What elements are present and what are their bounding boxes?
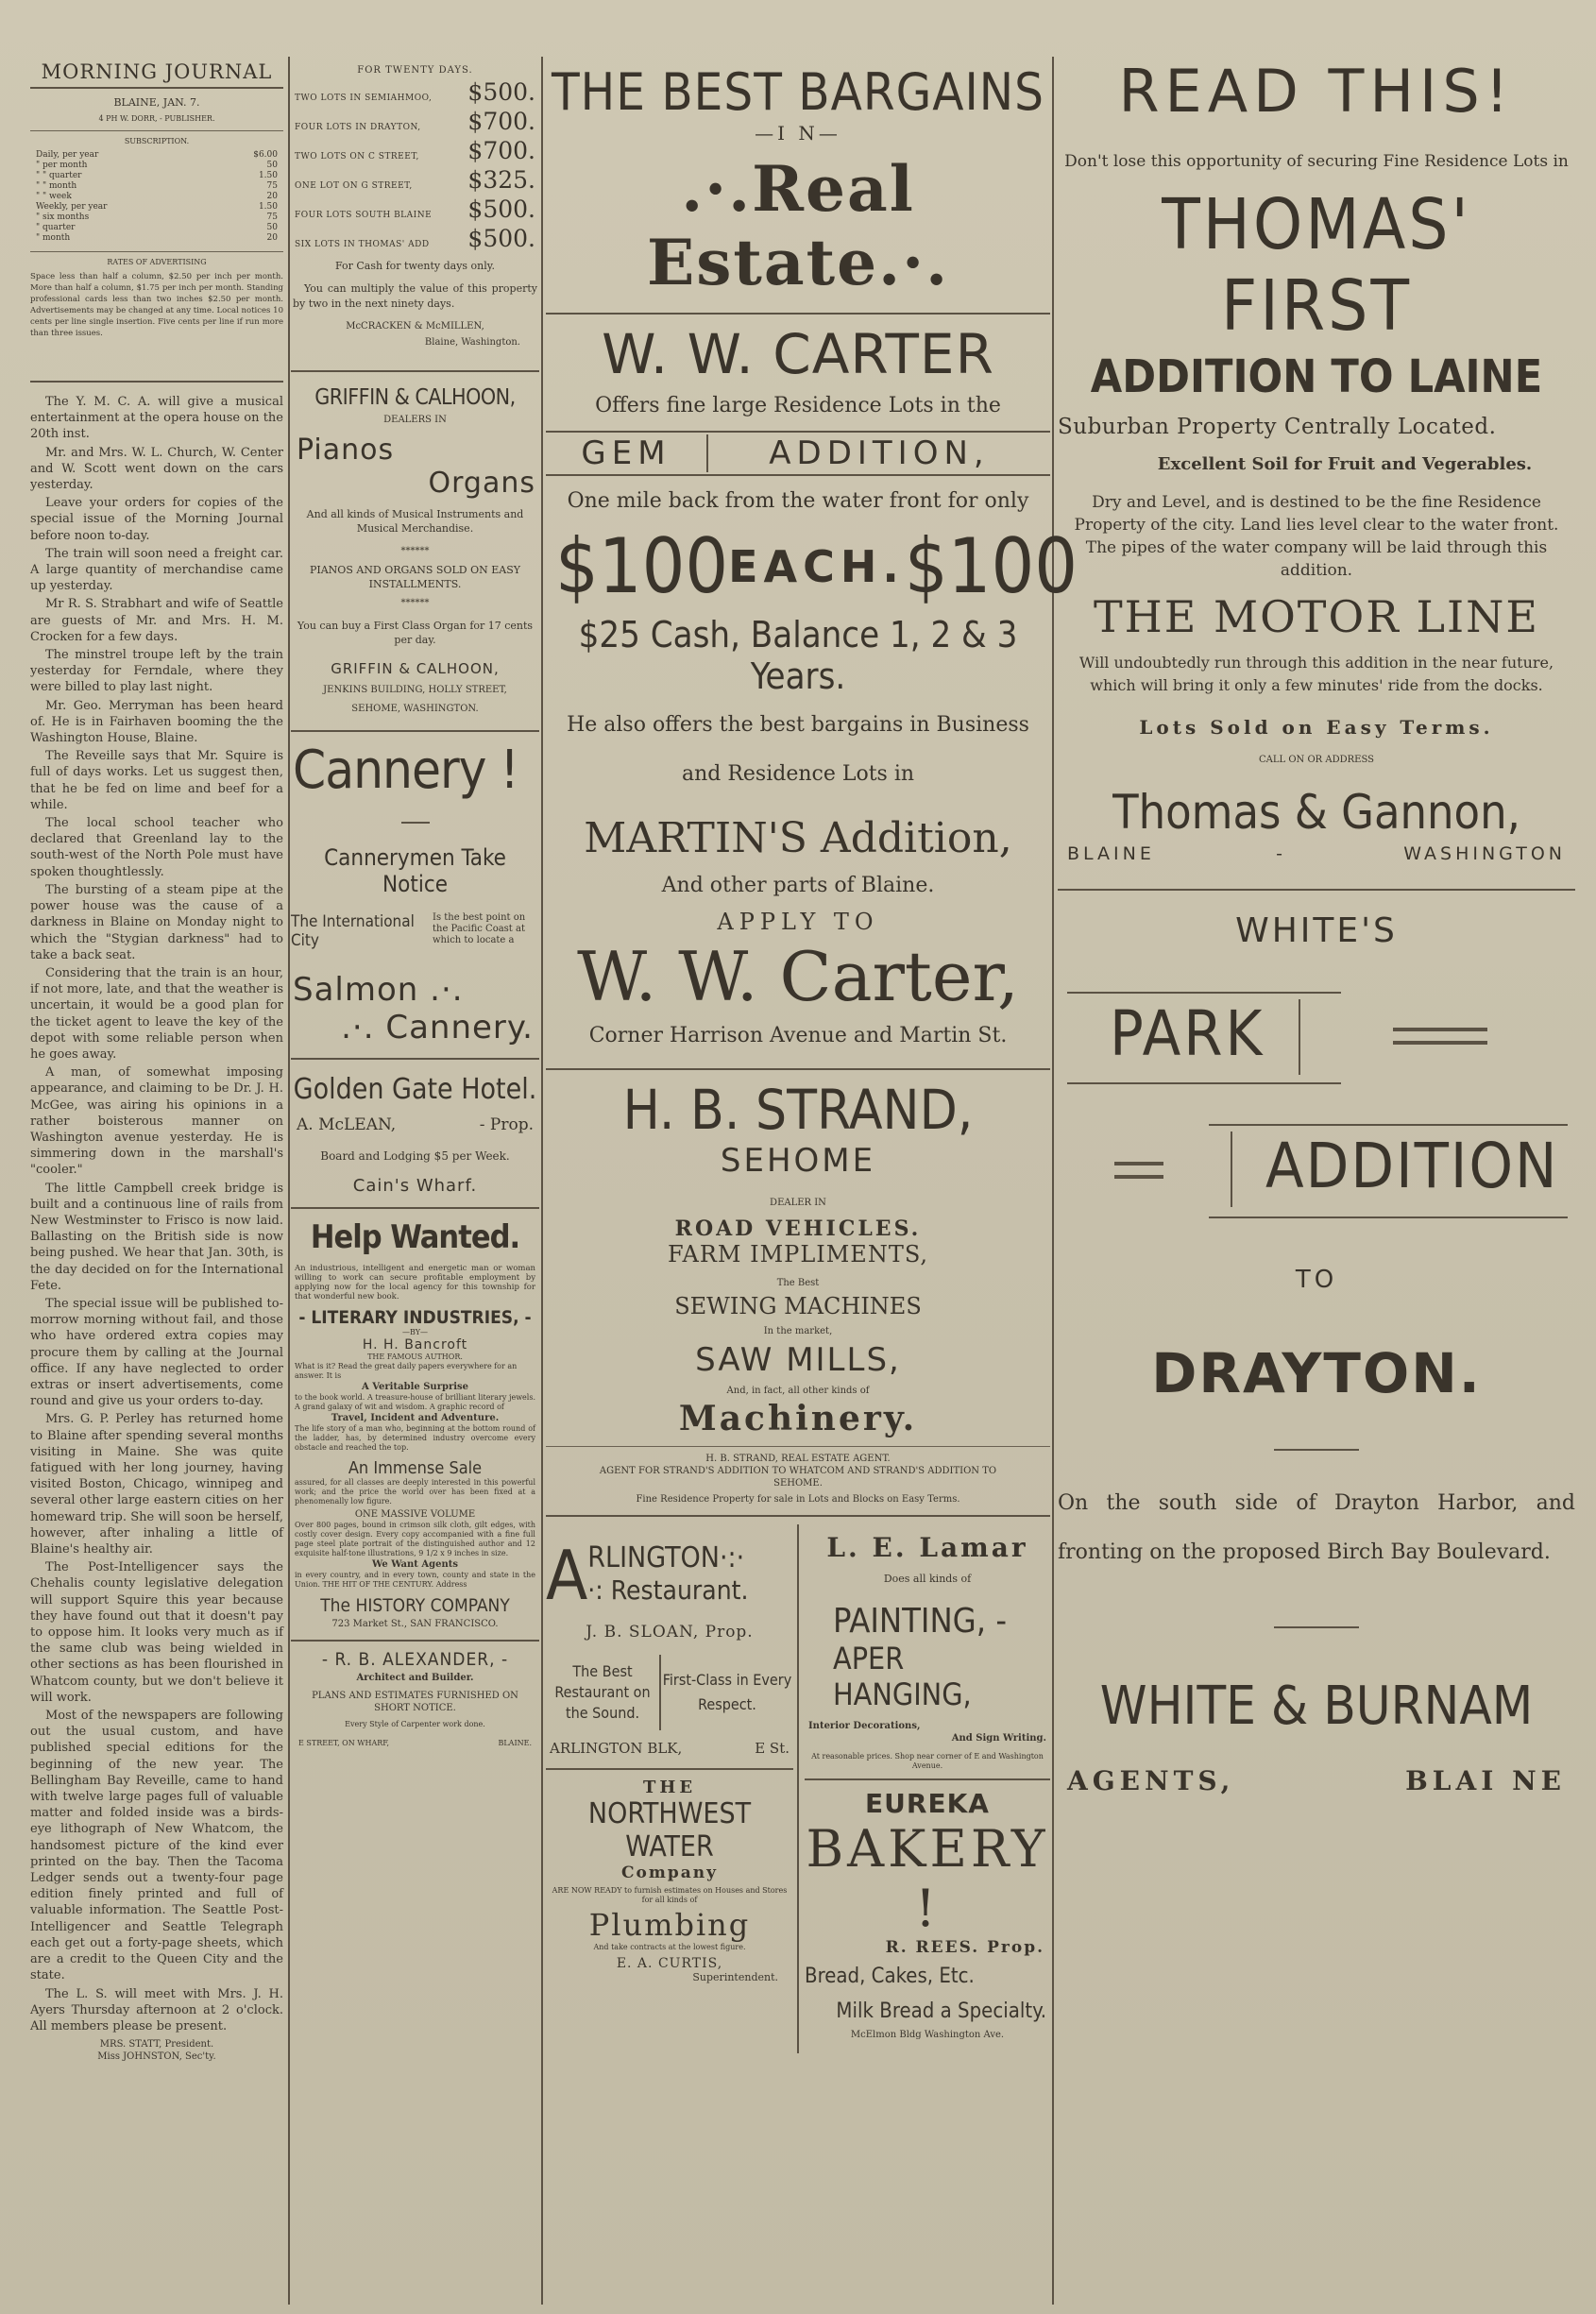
lamar-sign: And Sign Writing. bbox=[951, 1733, 1046, 1744]
news-item: The train will soon need a freight car. A large quantity of merchandise came up yesterday. bbox=[30, 546, 283, 594]
lot-row bbox=[295, 196, 535, 223]
stars: ****** bbox=[400, 546, 430, 556]
column-rule bbox=[1052, 57, 1054, 2305]
strand-town: SEHOME bbox=[720, 1142, 876, 1180]
eureka: EUREKA bbox=[865, 1788, 990, 1819]
news-item: Mr. and Mrs. W. L. Church, W. Center and W. Scott went down on the cars yesterday. bbox=[30, 445, 283, 493]
park-bar bbox=[1299, 999, 1300, 1075]
organ-offer: You can buy a First Class Organ for 17 cents per day. bbox=[297, 620, 534, 646]
whites-agents: AGENTS, bbox=[1067, 1765, 1235, 1796]
cash-offer: For Cash for twenty days only. bbox=[334, 260, 496, 272]
rate-label: Daily, per year bbox=[36, 150, 99, 160]
each: EACH. bbox=[728, 540, 905, 592]
column-three bbox=[546, 57, 1078, 2053]
rate-value: $6.00 bbox=[253, 150, 278, 160]
news-item: The special issue will be published to-morrow morning without fail, and those who have ordered extra copies may procure them by calling at the Journal office. If any have neglected to order extras or insert advertisements, come round and give us your orders to-day. bbox=[30, 1296, 283, 1409]
surprise-text: to the book world. A treasure-house of brilliant literary jewels. A grand galaxy of wit and wisdom. A graphic record of bbox=[295, 1393, 535, 1411]
pianos: Pianos bbox=[297, 434, 395, 467]
lamar-prices: At reasonable prices. Shop near corner of E and Washington Avenue. bbox=[811, 1752, 1044, 1770]
rate-row bbox=[36, 181, 278, 192]
south-side: On the south side of Drayton Harbor, and fronting on the proposed Birch Bay Boulevard. bbox=[1058, 1491, 1575, 1564]
thomas-town: BLAINE bbox=[1067, 843, 1155, 864]
soil: Excellent Soil for Fruit and Vegerables. bbox=[1157, 454, 1533, 474]
news-item: Mr R. S. Strabhart and wife of Seattle are guests of Mr. and Mrs. H. M. Crocken for a few days. bbox=[30, 597, 283, 644]
call-on: CALL ON OR ADDRESS bbox=[1259, 755, 1374, 765]
lot-row bbox=[295, 166, 535, 194]
masthead-title: MORNING JOURNAL bbox=[41, 60, 273, 83]
cannerymen-notice: Cannerymen Take Notice bbox=[324, 844, 506, 897]
rate-value: 75 bbox=[266, 213, 278, 222]
lot-price: $700. bbox=[467, 137, 535, 164]
road-vehicles: ROAD VEHICLES. bbox=[674, 1217, 922, 1241]
advertising-header: RATES OF ADVERTISING bbox=[107, 258, 207, 266]
rate-row bbox=[36, 213, 278, 223]
rate-label: Weekly, per year bbox=[36, 202, 108, 212]
northwest-water: NORTHWEST WATER bbox=[587, 1797, 752, 1863]
sewing-machines: SEWING MACHINES bbox=[674, 1293, 922, 1319]
griffin-dealers: DEALERS IN bbox=[383, 415, 447, 425]
architect-builder: Architect and Builder. bbox=[356, 1673, 474, 1683]
strand-fine: Fine Residence Property for sale in Lots and Blocks on Easy Terms. bbox=[636, 1494, 960, 1505]
rate-row bbox=[36, 233, 278, 244]
lamar-interior: Interior Decorations, bbox=[808, 1721, 921, 1731]
rate-value: 75 bbox=[266, 181, 278, 191]
short-rule-3 bbox=[1274, 1626, 1359, 1628]
easy-terms: Lots Sold on Easy Terms. bbox=[1139, 716, 1494, 739]
by-line: —BY— bbox=[401, 1328, 429, 1336]
best-bargains: THE BEST BARGAINS bbox=[552, 62, 1044, 122]
addition-word: ADDITION bbox=[1265, 1130, 1559, 1202]
news-item: Most of the newspapers are following out the usual custom, and have published special editions for the beginning of the new year. The Bellingham Bay Reveille, came to hand with twelve large pages full of valuable matter and folded inside was a birds-eye lithograph of New Whatcom, the handsomest picture of the kind ever printed on the bay. Then the Tacoma Ledger sends out a twenty-four page edition finely printed and full of valuable information. The Seattle Post-Intelligencer and Seattle Telegraph each get out a forty-page sheets, which are a credit to the Queen City and the state. bbox=[30, 1709, 283, 1983]
famous-author: THE FAMOUS AUTHOR. bbox=[367, 1353, 463, 1361]
payment-terms: $25 Cash, Balance 1, 2 & 3 Years. bbox=[578, 614, 1018, 697]
other-parts: And other parts of Blaine. bbox=[661, 874, 935, 897]
news-item: Mr. Geo. Merryman has been heard of. He is in Fairhaven booming the the Washington House, Blaine. bbox=[30, 698, 283, 746]
news-item: The bursting of a steam pipe at the power house was the cause of a darkness in Blaine on Monday night to which the "Stygian darkness" had to take a back seat. bbox=[30, 882, 283, 962]
in-fact: And, in fact, all other kinds of bbox=[726, 1386, 870, 1396]
water-company: Company bbox=[621, 1863, 718, 1882]
gem: GEM bbox=[581, 434, 671, 472]
veritable-surprise: A Veritable Surprise bbox=[361, 1382, 469, 1392]
lot-price: $500. bbox=[467, 225, 535, 252]
park: PARK bbox=[1110, 997, 1265, 1070]
arlington-blk: ARLINGTON BLK, bbox=[550, 1740, 683, 1757]
sale-text: assured, for all classes are deeply interested in this powerful work; and the price the world over has been fixed at a phenomenally low figure. bbox=[295, 1478, 535, 1506]
strand-name: H. B. STRAND, bbox=[622, 1078, 974, 1142]
news-item: The Post-Intelligencer says the Chehalis county legislative delegation will support Squire this year because they have found out that it doesn't pay to oppose him. It looks very much as if the same club was being wielded in other sections as has been flourished in Whatcom county, but we don't believe it will work. bbox=[30, 1560, 283, 1705]
company-address: 723 Market St., SAN FRANCISCO. bbox=[331, 1619, 499, 1629]
water-contract: And take contracts at the lowest figure. bbox=[593, 1943, 746, 1951]
news-item: Considering that the train is an hour, if not more, late, and that the weather is uncertain, it would be a good plan for the ticket agent to leave the key of the depot with some reliable person when he goes away. bbox=[30, 965, 283, 1062]
what-is-it: What is it? Read the great daily papers everywhere for an answer. It is bbox=[295, 1362, 518, 1380]
arlington-title: RLINGTON·:· bbox=[587, 1541, 745, 1574]
rate-label: " " week bbox=[36, 192, 72, 201]
arlington-best: The Best Restaurant on the Sound. bbox=[554, 1662, 651, 1722]
arlington-owner: J. B. SLOAN, Prop. bbox=[586, 1623, 754, 1642]
rate-value: 20 bbox=[266, 233, 278, 243]
read-this: READ THIS! bbox=[1118, 57, 1515, 126]
golden-gate-title: Golden Gate Hotel. bbox=[293, 1073, 537, 1106]
installments: PIANOS AND ORGANS SOLD ON EASY INSTALLMENTS. bbox=[309, 564, 521, 590]
to: TO bbox=[1295, 1266, 1338, 1294]
water-ready: ARE NOW READY to furnish estimates on Houses and Stores for all kinds of bbox=[552, 1886, 788, 1904]
whites-town: BLAI NE bbox=[1405, 1765, 1566, 1796]
column-rule bbox=[541, 57, 543, 2305]
equals-left bbox=[1114, 1162, 1163, 1179]
griffin-sign: GRIFFIN & CALHOON, bbox=[331, 660, 500, 677]
eureka-addr: McElmon Bldg Washington Ave. bbox=[850, 2030, 1005, 2040]
water-role: Superintendent. bbox=[692, 1971, 778, 1983]
instruments: And all kinds of Musical Instruments and Musical Merchandise. bbox=[306, 508, 524, 535]
lot-price: $500. bbox=[467, 78, 535, 106]
rate-row bbox=[36, 161, 278, 171]
machinery: Machinery. bbox=[678, 1399, 918, 1438]
farm-impliments: FARM IMPLIMENTS, bbox=[667, 1241, 929, 1268]
griffin-address: JENKINS BUILDING, HOLLY STREET, SEHOME, WASHINGTON. bbox=[323, 685, 507, 714]
rate-row bbox=[36, 171, 278, 181]
rate-value: 50 bbox=[266, 223, 278, 232]
lot-price: $325. bbox=[467, 166, 535, 194]
the-best: The Best bbox=[776, 1278, 820, 1288]
news-item: The local school teacher who declared that Greenland lay to the south-west of the North Pole must have spoken thoughtlessly. bbox=[30, 816, 283, 879]
organs: Organs bbox=[428, 467, 535, 500]
news-item: Mrs. G. P. Perley has returned home to Blaine after spending several months visiting in Maine. She was quite fatigued with her long journey, having visited Boston, Chicago, winnipeg and several other large eastern cities on her homeward trip. She will soon be herself, however, after inhaling a little of Blaine's healthy air. bbox=[30, 1412, 283, 1557]
international-city-text: Is the best point on the Pacific Coast at which to locate a bbox=[433, 912, 526, 945]
rate-value: 50 bbox=[266, 161, 278, 170]
want-agents: We Want Agents bbox=[371, 1559, 459, 1570]
column-local-news bbox=[30, 57, 283, 2063]
alexander-street: E STREET, ON WHARF, bbox=[298, 1739, 390, 1747]
motor-will: Will undoubtedly run through this addition in the near future, which will bring it only a few minutes' ride from the docks. bbox=[1078, 654, 1554, 694]
literary-industries: - LITERARY INDUSTRIES, - bbox=[298, 1307, 532, 1328]
rate-row bbox=[36, 150, 278, 161]
lots-price-list bbox=[291, 78, 539, 252]
thomas-dash: - bbox=[1276, 843, 1282, 864]
short-rule-2 bbox=[1274, 1449, 1359, 1451]
water-the: THE bbox=[642, 1778, 697, 1797]
news-signature-secretary: Miss JOHNSTON, Sec'ty. bbox=[97, 2051, 216, 2063]
lot-description: FOUR LOTS SOUTH BLAINE bbox=[295, 211, 433, 220]
salmon: Salmon .·. bbox=[293, 971, 464, 1009]
news-item: Leave your orders for copies of the special issue of the Morning Journal before noon to-day. bbox=[30, 496, 283, 543]
advertising-rates: Space less than half a column, $2.50 per inch per month. More than half a column, $1.75 per inch per month. Standing professional cards less than two inches $2.50 per month. Advertisements may be changed at any time. Local notices 10 cents per line single insertion. Five cents per line if run more than three issues. bbox=[30, 272, 283, 338]
news-item: The little Campbell creek bridge is built and a continuous line of rails from New Westminster to Frisco is now laid. Ballasting on the British side is now being pushed. We hear that Jan. 30th, is the day decided on for the International Fete. bbox=[30, 1181, 283, 1293]
in-line: —I N— bbox=[755, 122, 841, 145]
board-lodging: Board and Lodging $5 per Week. bbox=[320, 1149, 510, 1163]
lot-description: FOUR LOTS IN DRAYTON, bbox=[295, 123, 421, 132]
saw-mills: SAW MILLS, bbox=[695, 1341, 901, 1379]
thomas-addition: ADDITION TO LAINE bbox=[1090, 350, 1543, 403]
alexander-title: - R. B. ALEXANDER, - bbox=[321, 1649, 509, 1670]
lot-row bbox=[295, 225, 535, 252]
equals-right bbox=[1393, 1028, 1487, 1045]
cannery-title: Cannery ! bbox=[293, 740, 518, 801]
short-rule bbox=[401, 822, 430, 824]
carter-offers: Offers fine large Residence Lots in the bbox=[595, 394, 1001, 417]
mccracken-place: Blaine, Washington. bbox=[424, 337, 520, 348]
rate-label: " per month bbox=[36, 161, 88, 170]
water-sign: E. A. CURTIS, bbox=[616, 1956, 723, 1971]
lamar-paper: APER HANGING, bbox=[833, 1641, 972, 1712]
column-two bbox=[291, 57, 539, 1748]
whites: WHITE'S bbox=[1235, 911, 1398, 950]
price-left: $100 bbox=[555, 522, 729, 610]
history-company: The HISTORY COMPANY bbox=[320, 1595, 510, 1616]
subscription-header: SUBSCRIPTION. bbox=[124, 137, 190, 145]
lot-row bbox=[295, 78, 535, 106]
business-lots: He also offers the best bargains in Business and Residence Lots in bbox=[567, 713, 1029, 786]
lot-price: $700. bbox=[467, 108, 535, 135]
strand-dealer: DEALER IN bbox=[770, 1198, 826, 1208]
carpenter-work: Every Style of Carpenter work done. bbox=[345, 1720, 485, 1728]
eureka-bread: Bread, Cakes, Etc. bbox=[805, 1965, 975, 1988]
cains-wharf: Cain's Wharf. bbox=[352, 1176, 478, 1196]
dont-lose: Don't lose this opportunity of securing Fine Residence Lots in bbox=[1064, 152, 1569, 171]
international-city: The International City bbox=[291, 912, 415, 950]
suburban: Suburban Property Centrally Located. bbox=[1058, 415, 1497, 439]
strand-agent-for: AGENT FOR STRAND'S ADDITION TO WHATCOM AND STRAND'S ADDITION TO SEHOME. bbox=[599, 1466, 997, 1489]
gem-addition: ADDITION, bbox=[769, 434, 990, 472]
travel: Travel, Incident and Adventure. bbox=[331, 1413, 500, 1423]
plumbing: Plumbing bbox=[588, 1907, 751, 1943]
lot-price: $500. bbox=[467, 196, 535, 223]
rate-row bbox=[36, 202, 278, 213]
eureka-milk: Milk Bread a Specialty. bbox=[836, 1999, 1046, 2023]
rate-row bbox=[36, 223, 278, 233]
arlington-first: First-Class in Every Respect. bbox=[662, 1671, 792, 1713]
addition-bar bbox=[1231, 1131, 1232, 1207]
column-rule bbox=[288, 57, 290, 2305]
news-item: The Reveille says that Mr. Squire is full of days works. Let us suggest then, that he be fed on lime and beef for a while. bbox=[30, 749, 283, 812]
white-burnam: WHITE & BURNAM bbox=[1099, 1676, 1534, 1737]
dateline: BLAINE, JAN. 7. bbox=[113, 96, 200, 109]
strand-agent: H. B. STRAND, REAL ESTATE AGENT. bbox=[705, 1454, 891, 1464]
rate-label: " month bbox=[36, 233, 71, 243]
bakery: BAKERY ! bbox=[806, 1819, 1049, 1938]
subscription-rates bbox=[30, 150, 283, 244]
eureka-owner: R. REES. Prop. bbox=[885, 1938, 1044, 1957]
stars-2: ****** bbox=[400, 598, 430, 608]
news-item: The Y. M. C. A. will give a musical entertainment at the opera house on the 20th inst. bbox=[30, 395, 283, 442]
rate-label: " " month bbox=[36, 181, 77, 191]
rate-value: 1.50 bbox=[258, 171, 278, 180]
rate-row bbox=[36, 192, 278, 202]
carter-name-2: W. W. Carter, bbox=[577, 937, 1019, 1016]
alexander-town: BLAINE. bbox=[498, 1739, 532, 1747]
lamar-name: L. E. Lamar bbox=[826, 1532, 1028, 1563]
griffin-title: GRIFFIN & CALHOON, bbox=[314, 385, 516, 410]
massive-volume: ONE MASSIVE VOLUME bbox=[354, 1509, 476, 1520]
rate-label: " six months bbox=[36, 213, 90, 222]
martins-addition: MARTIN'S Addition, bbox=[584, 814, 1012, 862]
rate-value: 20 bbox=[266, 192, 278, 201]
local-news bbox=[30, 394, 283, 2034]
bancroft: H. H. Bancroft bbox=[362, 1337, 468, 1353]
lot-row bbox=[295, 137, 535, 164]
volume-text: Over 800 pages, bound in crimson silk cloth, gilt edges, with costly cover design. Every copy accompanied with a fine full page steel plate portrait of the distinguished author and 12 exquisite half-tone illustrations, 9 1/2 x 9 inches in size. bbox=[295, 1521, 535, 1557]
apply-to: APPLY TO bbox=[717, 909, 879, 935]
thomas-gannon: Thomas & Gannon, bbox=[1112, 785, 1520, 840]
life-story: The life story of a man who, beginning at the bottom round of the ladder, has, by determined industry overcome every obstacle and reached the top. bbox=[295, 1424, 535, 1452]
rate-value: 1.50 bbox=[258, 202, 278, 212]
motor-line: THE MOTOR LINE bbox=[1093, 591, 1539, 642]
lamar-painting: PAINTING, - bbox=[833, 1602, 1008, 1641]
golden-gate-prop: - Prop. bbox=[479, 1115, 534, 1134]
arlington-restaurant: ·: Restaurant. bbox=[587, 1574, 749, 1606]
mile-back: One mile back from the water front for only bbox=[567, 489, 1029, 513]
in-market: In the market, bbox=[763, 1326, 833, 1336]
lot-description: SIX LOTS IN THOMAS' ADD bbox=[295, 240, 430, 249]
thomas-first: THOMAS' FIRST bbox=[1162, 184, 1471, 347]
lot-row bbox=[295, 108, 535, 135]
immense-sale: An Immense Sale bbox=[348, 1458, 483, 1478]
rate-label: " " quarter bbox=[36, 171, 82, 180]
help-wanted-intro: An industrious, intelligent and energetic man or woman willing to work can secure profitable employment by applying now for the local agency for this township for that wonderful new book. bbox=[295, 1264, 535, 1302]
publisher: 4 PH W. DORR, - PUBLISHER. bbox=[98, 114, 215, 123]
multiply-offer: You can multiply the value of this property by two in the next ninety days. bbox=[293, 282, 537, 310]
news-signature-president: MRS. STATT, President. bbox=[99, 2039, 214, 2050]
help-wanted-title: Help Wanted. bbox=[310, 1218, 520, 1256]
news-item: The minstrel troupe left by the train yesterday for Ferndale, where they were billed to play last night. bbox=[30, 648, 283, 695]
carter-corner: Corner Harrison Avenue and Martin St. bbox=[588, 1024, 1008, 1047]
dry-level: Dry and Level, and is destined to be the fine Residence Property of the city. Land lies level clear to the water front. The pipes of the water company will be laid through this addition. bbox=[1074, 493, 1559, 580]
agents-text: in every country, and in every town, county and state in the Union. THE HIT OF THE CENTURY. Address bbox=[295, 1571, 535, 1589]
mccracken-sign: McCRACKEN & McMILLEN, bbox=[346, 321, 484, 332]
lot-description: TWO LOTS IN SEMIAHMOO, bbox=[295, 94, 433, 103]
lot-description: TWO LOTS ON C STREET, bbox=[295, 152, 419, 162]
plans-estimates: PLANS AND ESTIMATES FURNISHED ON SHORT NOTICE. bbox=[312, 1691, 518, 1713]
cannery-word: .·. Cannery. bbox=[341, 1009, 534, 1046]
price-right: $100 bbox=[904, 522, 1078, 610]
column-four bbox=[1058, 57, 1575, 1796]
lamar-does: Does all kinds of bbox=[883, 1573, 972, 1585]
rate-label: " quarter bbox=[36, 223, 76, 232]
carter-name: W. W. CARTER bbox=[602, 322, 994, 386]
lot-description: ONE LOT ON G STREET, bbox=[295, 181, 413, 191]
golden-gate-owner: A. McLEAN, bbox=[297, 1115, 397, 1134]
news-item: The L. S. will meet with Mrs. J. H. Ayers Thursday afternoon at 2 o'clock. All members please be present. bbox=[30, 1986, 283, 2033]
real-estate: .·.Real Estate.·. bbox=[646, 152, 950, 299]
thomas-state: WASHINGTON bbox=[1403, 843, 1566, 864]
twenty-days-header: FOR TWENTY DAYS. bbox=[357, 65, 473, 76]
arlington-street: E St. bbox=[755, 1740, 790, 1757]
arlington-a: A bbox=[546, 1536, 588, 1615]
news-item: A man, of somewhat imposing appearance, and claiming to be Dr. J. H. McGee, was airing his opinions in a rather boisterous manner on Washington avenue yesterday. He is simmering down in the marshall's "cooler." bbox=[30, 1065, 283, 1178]
drayton: DRAYTON. bbox=[1151, 1341, 1482, 1405]
